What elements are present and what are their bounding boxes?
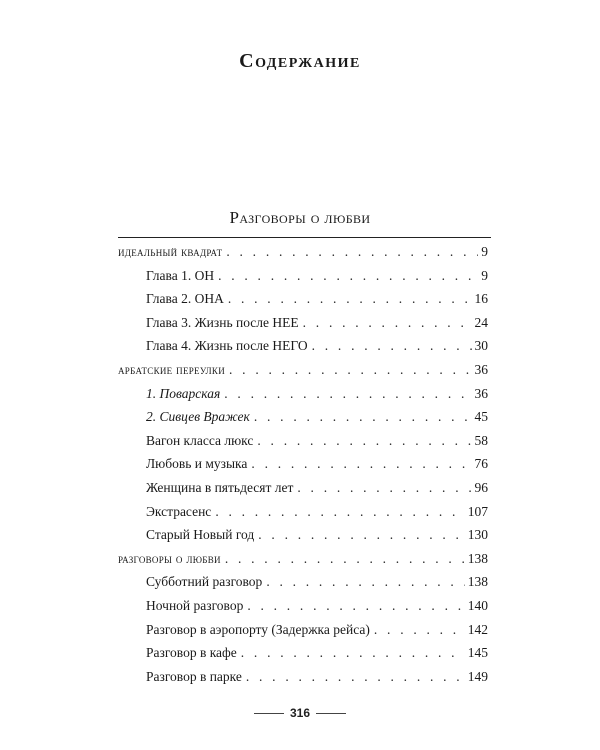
toc-entry-label: Разговор в кафе: [146, 645, 237, 661]
section-title: Разговоры о любви: [229, 208, 371, 227]
toc-entry-page: 149: [467, 668, 488, 684]
page-footer: [0, 706, 600, 720]
toc-entry: [146, 477, 488, 499]
toc-entry-page: 145: [467, 645, 488, 661]
toc-entry-label: Ночной разговор: [146, 598, 244, 613]
dot-leader: [225, 548, 465, 570]
dot-leader: [246, 666, 465, 688]
toc-entry-page: 142: [467, 621, 488, 637]
dot-leader: [241, 642, 465, 664]
toc-entry-page: 36: [474, 362, 488, 377]
toc-entry-page: 138: [467, 550, 488, 566]
toc-entry-page: 107: [467, 503, 488, 519]
toc-entry-label: идеальный квадрат: [118, 244, 223, 259]
dot-leader: [374, 619, 465, 641]
toc-entry: [146, 571, 488, 593]
toc-entry: [146, 265, 488, 287]
toc-entry-label: 2. Сивцев Вражек: [146, 409, 250, 425]
toc-entry-label: Экстрасенс: [146, 503, 212, 519]
toc-entry: [146, 312, 488, 334]
toc-entry-page: 30: [474, 338, 488, 354]
toc-entry-label: Женщина в пятьдесят лет: [146, 480, 294, 495]
dot-leader: [251, 453, 471, 475]
toc-entry-label: Глава 1. ОН: [146, 267, 215, 283]
toc-entry: [146, 642, 488, 664]
dot-leader: [229, 359, 471, 381]
toc-entry-label: Вагон класса люкс: [146, 432, 254, 448]
toc-part-entry: [118, 548, 488, 570]
dot-leader: [266, 571, 464, 593]
toc-entry-label: 1. Поварская: [146, 385, 221, 401]
toc-entry-page: 9: [481, 244, 488, 259]
dot-leader: [312, 335, 472, 357]
dot-leader: [215, 501, 464, 523]
toc-entry-page: 96: [474, 480, 488, 495]
toc-entry: [146, 335, 488, 357]
toc-entry: [146, 501, 488, 523]
dot-leader: [226, 241, 478, 263]
toc-entry-page: 24: [474, 314, 488, 330]
toc-entry: [146, 524, 488, 546]
toc-entry-page: 140: [467, 598, 488, 613]
toc-entry-label: Старый Новый год: [146, 527, 255, 543]
toc-entry-page: 36: [474, 385, 488, 401]
toc-entry: [146, 666, 488, 688]
toc-entry-label: Любовь и музыка: [146, 456, 248, 472]
toc-entry-label: Глава 4. Жизнь после НЕГО: [146, 338, 308, 354]
dot-leader: [257, 430, 471, 452]
dot-leader: [303, 312, 472, 334]
toc-entry: [146, 619, 488, 641]
toc-entry-label: Разговор в парке: [146, 668, 242, 684]
page-title: Содержание: [239, 50, 361, 72]
dot-leader: [228, 288, 472, 310]
dot-leader: [258, 524, 464, 546]
toc-entry-label: Глава 2. ОНА: [146, 291, 224, 307]
dot-leader: [247, 595, 464, 617]
toc-entry: [146, 453, 488, 475]
dot-leader: [224, 383, 471, 405]
folio-line-left: [254, 713, 284, 714]
toc-entry-page: 138: [467, 574, 488, 590]
toc-entry-page: 9: [481, 267, 488, 283]
toc-entry: [146, 406, 488, 428]
toc-entry: [146, 430, 488, 452]
toc-entry-label: Субботний разговор: [146, 574, 263, 590]
toc-entry-label: Глава 3. Жизнь после НЕЕ: [146, 314, 299, 330]
dot-leader: [254, 406, 472, 428]
toc-entry-label: Разговор в аэропорту (Задержка рейса): [146, 621, 370, 637]
toc-entry-page: 16: [474, 291, 488, 307]
dot-leader: [297, 477, 471, 499]
toc-entry-page: 76: [474, 456, 488, 472]
toc-entry: [146, 288, 488, 310]
toc-entry: [146, 383, 488, 405]
toc-entry-page: 130: [467, 527, 488, 543]
toc-part-entry: [118, 359, 488, 381]
toc-entry-label: разговоры о любви: [118, 550, 221, 566]
toc-entry: [146, 595, 488, 617]
section-rule: [118, 237, 491, 238]
folio-line-right: [316, 713, 346, 714]
toc-entry-page: 45: [474, 409, 488, 425]
toc-entry-page: 58: [474, 432, 488, 448]
dot-leader: [218, 265, 478, 287]
toc-entry-label: арбатские переулки: [118, 362, 226, 377]
page-number: 316: [289, 706, 311, 720]
toc-part-entry: [118, 241, 488, 263]
